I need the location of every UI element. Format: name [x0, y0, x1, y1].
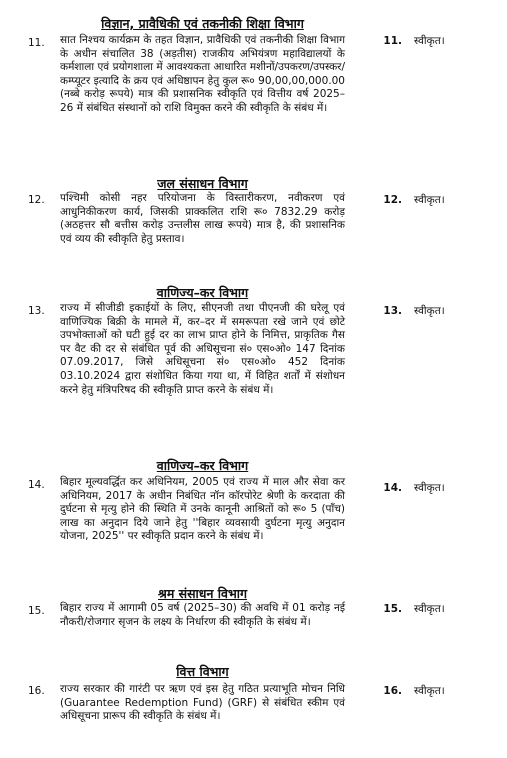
item-text: राज्य में सीजीडी इकाईयों के लिए, सीएनजी तथा पीएनजी की घरेलू एवं वाणिज्यिक बिक्री के मामले में, कर–दर में समरूपता रखे जाने एवं छोटे उपभोक्ताओं को घटी हुई दर का लाभ प्राप्त होने के निमित्त, प्राकृतिक गैस पर वैट की दर से संबंधित पूर्व की अधिसूचना सं० एस०ओ० 147 दिनांक 07.09.2017, जिसे अधिसूचना सं० एस०ओ० 452 दिनांक 03.10.2024 द्वारा संशोधित किया गया था, में विहित शर्तों में संशोधन करने हेतु मंत्रिपरिषद की स्वीकृति प्राप्त करने के संबंध में।: [60, 302, 345, 396]
decision-number: 12.: [383, 194, 402, 206]
department-heading: वाणिज्य–कर विभाग: [156, 458, 249, 473]
decision-status: स्वीकृत।: [414, 482, 445, 494]
item-number: 14.: [28, 479, 45, 491]
decision-number: 15.: [383, 603, 402, 615]
department-heading: वाणिज्य–कर विभाग: [156, 285, 249, 300]
department-heading: श्रम संसाधन विभाग: [157, 586, 248, 601]
item-number: 16.: [28, 685, 45, 697]
decision-number: 16.: [383, 685, 402, 697]
decision-status: स्वीकृत।: [414, 305, 445, 317]
item-number: 11.: [28, 37, 45, 49]
decision-number: 11.: [383, 35, 402, 47]
item-number: 15.: [28, 605, 45, 617]
decision-number: 14.: [383, 482, 402, 494]
item-text: राज्य सरकार की गारंटी पर ऋण एवं इस हेतु गठित प्रत्याभूति मोचन निधि (Guarantee Redemption Fund) (GRF) से संबंधित स्कीम एवं अधिसूचना प्रारूप की स्वीकृति के संबंध में।: [60, 683, 345, 723]
decision-status: स्वीकृत।: [414, 194, 445, 206]
item-number: 12.: [28, 194, 45, 206]
item-text: बिहार राज्य में आगामी 05 वर्ष (2025–30) की अवधि में 01 करोड़ नई नौकरी/रोजगार सृजन के लक्ष्य के निर्धारण की स्वीकृति के संबंध में।: [60, 602, 345, 628]
item-text: बिहार मूल्यवर्द्धित कर अधिनियम, 2005 एवं राज्य में माल और सेवा कर अधिनियम, 2017 के अधीन निबंधित नॉन कॉरपोरेट श्रेणी के करदाता की दुर्घटना से मृत्यु होने की स्थिति में उनके कानूनी आश्रितों को रू० 5 (पाँच) लाख का अनुदान दिये जाने हेतु ''बिहार व्यवसायी दुर्घटना मृत्यु अनुदान योजना, 2025'' पर स्वीकृति प्रदान करने के संबंध में।: [60, 476, 345, 543]
decision-number: 13.: [383, 305, 402, 317]
department-heading: विज्ञान, प्रावैधिकी एवं तकनीकी शिक्षा विभाग: [101, 16, 304, 31]
item-text: सात निश्चय कार्यक्रम के तहत विज्ञान, प्रावैधिकी एवं तकनीकी शिक्षा विभाग के अधीन संचालित 38 (अड़तीस) राजकीय अभियंत्रण महाविद्यालयों के कर्मशाला एवं प्रयोगशाला में आवश्यकता आधारित मशीनों/उपकरण/उपस्कर/कम्प्यूटर इत्यादि के क्रय एवं अधिष्ठापन हेतु कुल रू० 90,00,00,000.00 (नब्बे करोड़ रूपये) मात्र की प्रशासनिक स्वीकृति एवं वित्तीय वर्ष 2025–26 में संबंधित संस्थानों को राशि विमुक्त करने की स्वीकृति के संबंध में।: [60, 34, 345, 114]
department-heading: जल संसाधन विभाग: [157, 176, 248, 191]
item-number: 13.: [28, 305, 45, 317]
decision-status: स्वीकृत।: [414, 35, 445, 47]
item-text: पश्चिमी कोसी नहर परियोजना के विस्तारीकरण, नवीकरण एवं आधुनिकीकरण कार्य, जिसकी प्राक्कलित राशि रू० 7832.29 करोड़ (अठहत्तर सौ बत्तीस करोड़ उन्तलीस लाख रूपये) मात्र है, की प्रशासनिक एवं व्यय की स्वीकृति हेतु प्रस्ताव।: [60, 192, 345, 245]
decision-status: स्वीकृत।: [414, 603, 445, 615]
department-heading: वित्त विभाग: [176, 664, 229, 679]
decision-status: स्वीकृत।: [414, 685, 445, 697]
